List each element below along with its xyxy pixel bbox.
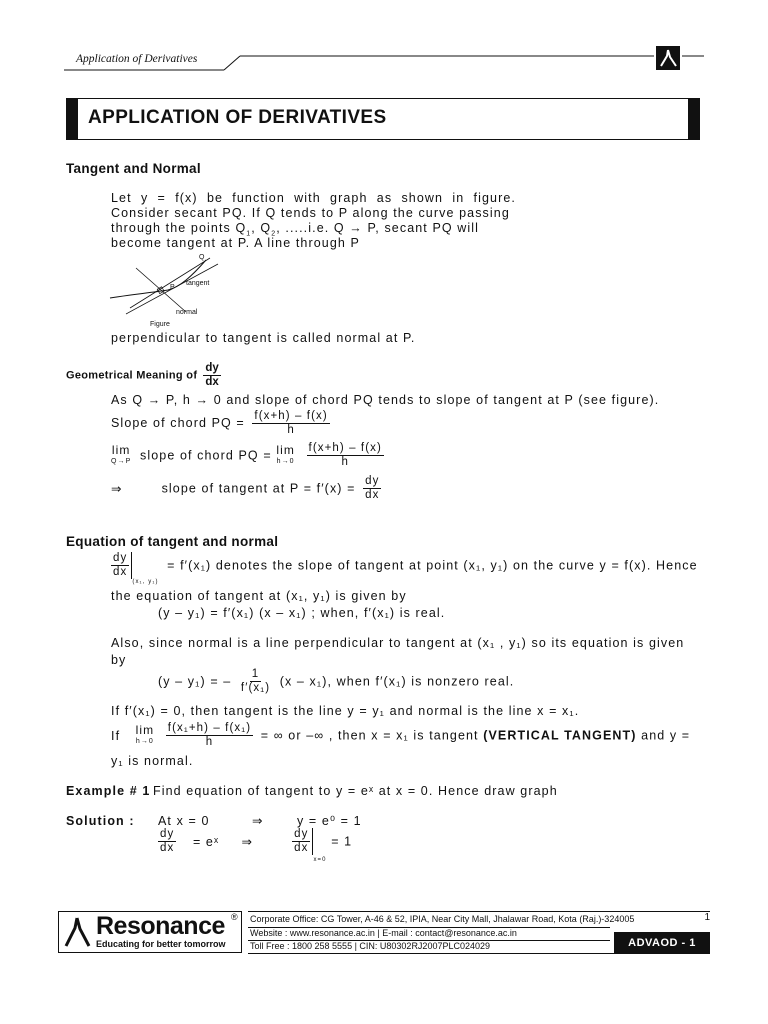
brand-name: Resonance [96, 912, 225, 940]
eq-line-5: by [111, 653, 127, 667]
para-line-4: become tangent at P. A line through P [111, 236, 360, 250]
para-after-figure: perpendicular to tangent is called normal at P. [111, 331, 416, 345]
para-line-2: Consider secant PQ. If Q tends to P along the curve passing [111, 206, 510, 220]
section-heading-equation: Equation of tangent and normal [66, 534, 279, 549]
tangent-normal-figure [106, 254, 226, 330]
solution-line-2: $\frac{dy}{dx}$ = eˣ ⇒ $\frac{dy}{dx}$ $_{x=0}$ = 1 [160, 828, 353, 863]
geo-line-1: As Q → P, h → 0 and slope of chord PQ tends to slope of tangent at P (see figure). [111, 393, 660, 407]
solution-line-1: Solution : At x = 0 ⇒ y = e⁰ = 1 [66, 814, 362, 828]
tangent-equation: (y – y₁) = f′(x₁) (x – x₁) ; when, f′(x₁) is real. [158, 606, 446, 620]
section-heading-tangent-normal: Tangent and Normal [66, 161, 201, 176]
slope-chord-formula: Slope of chord PQ = $\frac{f(x+h) - f(x)}{h}$ [111, 410, 328, 436]
figure-caption: Figure [150, 321, 170, 328]
page-number: 1 [704, 912, 710, 923]
website-email: Website : www.resonance.ac.in | E-mail : contact@resonance.ac.in [250, 928, 517, 938]
limit-chord-formula: lim Q→P slope of chord PQ = lim h→0 $\frac{f(x+h) - f(x)}{h}$ [111, 442, 382, 468]
normal-equation: (y – y₁) = – $\frac{1}{\text{f′(x₁)}}$ (x – x₁), when f′(x₁) is nonzero real. [158, 668, 515, 694]
page-footer [58, 911, 710, 955]
figure-label-p: P [170, 284, 175, 291]
page-code-badge: ADVAOD - 1 [614, 932, 710, 953]
figure-label-normal: normal [176, 309, 198, 316]
example-1: Example # 1 Find equation of tangent to y = eˣ at x = 0. Hence draw graph [66, 784, 558, 798]
tangent-slope-formula: ⇒ slope of tangent at P = f′(x) = $\frac{dy}{dx}$ [111, 475, 380, 501]
header-logo-icon [656, 46, 680, 70]
eq-line-7: If f′(x₁) = 0, then tangent is the line y = y₁ and normal is the line x = x₁. [111, 704, 580, 718]
eq-line-4: Also, since normal is a line perpendicular to tangent at (x₁ , y₁) so its equation is given [111, 636, 685, 650]
footer-info [248, 911, 710, 953]
eq-line-9: y₁ is normal. [111, 754, 194, 768]
page-header [64, 46, 704, 72]
running-title: Application of Derivatives [76, 53, 198, 65]
brand-tagline: Educating for better tomorrow [96, 939, 226, 949]
figure-label-q: Q [199, 254, 205, 261]
title-bar-left [66, 99, 78, 139]
eq-line-1: $\frac{dy}{dx}$ $_{(x_1, y_1)}$ = f′(x₁) denotes the slope of tangent at point (x₁, y₁) on the curve y = f(x). Hence [113, 552, 698, 585]
footer-logo-box [58, 911, 242, 953]
title-bar-right [688, 99, 700, 139]
eq-line-2: the equation of tangent at (x₁, y₁) is given by [111, 589, 407, 603]
toll-free-cin: Toll Free : 1800 258 5555 | CIN: U80302RJ2007PLC024029 [250, 941, 490, 951]
brand-registered: ® [231, 912, 238, 922]
para-line-3: through the points $Q_1$, $Q_2$, .....i.e. Q → P, secant PQ will [111, 221, 480, 238]
figure-label-tangent: tangent [186, 280, 210, 287]
para-line-1: Let y = f(x) be function with graph as shown in figure. [111, 191, 516, 205]
chapter-title-box [66, 98, 700, 140]
vertical-tangent-line: If lim h→0 $\frac{\text{f(x₁+h) – f(x₁)}}{h}$ = ∞ or –∞ , then x = x₁ is tangent (VERTICAL TANGENT) and y = [111, 722, 691, 748]
geometrical-meaning-heading: Geometrical Meaning of $\frac{dy}{dx}$ [66, 362, 219, 388]
corporate-office: Corporate Office: CG Tower, A-46 & 52, IPIA, Near City Mall, Jhalawar Road, Kota (Raj.)-324005 [250, 914, 635, 924]
chapter-title: APPLICATION OF DERIVATIVES [88, 107, 387, 128]
resonance-logo-icon [62, 915, 92, 949]
